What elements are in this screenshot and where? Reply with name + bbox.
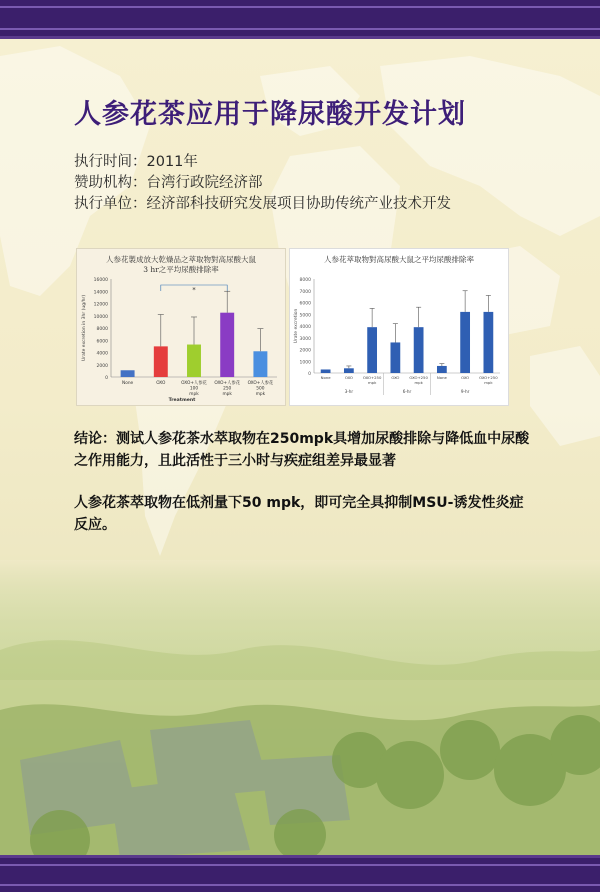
chart2-bar bbox=[437, 366, 447, 373]
chart2-category-label: OXO bbox=[391, 375, 400, 380]
chart1-category-label: mpk bbox=[255, 392, 266, 397]
top-band bbox=[0, 0, 600, 39]
conclusion-text: 结论：测试人参花茶水萃取物在250mpk具增加尿酸排除与降低血中尿酸之作用能力，且此活性于三小时与疾症组差异最显著 bbox=[74, 431, 530, 469]
chart1-ytick-label: 12000 bbox=[93, 302, 108, 308]
chart2-plot bbox=[290, 249, 508, 405]
chart2-bar bbox=[321, 369, 331, 373]
chart1-significance-marker: * bbox=[192, 286, 196, 294]
chart1-category-label: 100 bbox=[189, 386, 199, 392]
chart2-bar bbox=[483, 312, 493, 373]
chart2-ytick-label: 5000 bbox=[299, 313, 311, 319]
chart2-ytick-label: 3000 bbox=[299, 336, 311, 342]
chart1-ytick-label: 4000 bbox=[96, 351, 108, 357]
chart1-title: 人参花製成放大乾燥品之萃取物對高尿酸大鼠3 hr之平均尿酸排除率 bbox=[106, 255, 256, 274]
chart2-bar bbox=[460, 312, 470, 373]
chart2-ytick-label: 4000 bbox=[299, 325, 311, 330]
chart2-ytick-label: 6000 bbox=[299, 301, 311, 307]
chart2-ytick-label: 2000 bbox=[299, 348, 311, 354]
bottom-band bbox=[0, 855, 600, 892]
chart2-bar bbox=[390, 342, 400, 373]
chart2-bar bbox=[414, 327, 424, 373]
chart2-group-label: 3-hr bbox=[344, 389, 354, 394]
chart2-y-label: Urate excretion bbox=[294, 308, 299, 344]
chart1-category-label: 250 bbox=[223, 386, 232, 392]
chart2-category-label: mpk bbox=[414, 380, 423, 385]
sponsor: 赞助机构：台湾行政院经济部 bbox=[74, 175, 263, 191]
chart1-category-label: 500 bbox=[256, 386, 265, 392]
chart2-ytick-label: 0 bbox=[308, 372, 311, 377]
tea-plantation-landscape bbox=[0, 560, 600, 858]
chart2-group-label: 9-hr bbox=[460, 389, 470, 394]
chart1-x-label: Treatment bbox=[168, 398, 196, 403]
chart2-category-label: OXO+250 bbox=[479, 375, 498, 380]
executing-unit: 执行单位：经济部科技研究发展项目协助传统产业技术开发 bbox=[74, 196, 451, 212]
chart2-category-label: OXO+250 bbox=[362, 375, 382, 380]
chart1-ytick-label: 16000 bbox=[93, 278, 108, 283]
chart2-category-label: OXO bbox=[344, 375, 353, 380]
chart2-bar bbox=[344, 368, 354, 373]
note-text: 人参花茶萃取物在低剂量下50 mpk，即可完全具抑制MSU-诱发性炎症反应。 bbox=[74, 495, 524, 533]
chart1-ytick-label: 14000 bbox=[93, 290, 108, 296]
chart2-category-label: None bbox=[436, 375, 447, 380]
chart1-category-label: mpk bbox=[189, 392, 199, 397]
chart1-category-label: None bbox=[121, 381, 134, 386]
chart-dose-response bbox=[76, 248, 286, 406]
chart1-category-label: OXO+人参花 bbox=[214, 381, 241, 386]
chart1-category-label: OXO bbox=[156, 381, 166, 386]
chart2-title: 人参花萃取物對高尿酸大鼠之平均尿酸排除率 bbox=[324, 255, 474, 264]
chart2-ytick-label: 8000 bbox=[299, 278, 311, 283]
chart1-ytick-label: 8000 bbox=[96, 327, 108, 332]
chart-time-course bbox=[289, 248, 509, 406]
chart1-bar bbox=[154, 346, 168, 377]
project-info bbox=[74, 152, 451, 215]
page-title: 人参花茶应用于降尿酸开发计划 bbox=[74, 99, 466, 130]
chart1-ytick-label: 10000 bbox=[93, 314, 108, 320]
chart1-bar bbox=[253, 351, 267, 377]
chart2-ytick-label: 1000 bbox=[299, 360, 311, 366]
chart2-ytick-label: 7000 bbox=[299, 289, 311, 295]
chart1-bar bbox=[187, 345, 201, 377]
chart1-category-label: OXO+人参花 bbox=[247, 381, 274, 386]
chart1-category-label: OXO+人参花 bbox=[181, 381, 207, 386]
chart2-category-label: None bbox=[320, 375, 331, 380]
chart1-ytick-label: 0 bbox=[105, 376, 108, 381]
chart1-ytick-label: 6000 bbox=[96, 339, 108, 345]
chart2-category-label: OXO+250 bbox=[409, 375, 428, 380]
chart1-plot bbox=[77, 249, 285, 405]
chart2-group-label: 6-hr bbox=[402, 389, 412, 394]
chart2-bar bbox=[367, 327, 377, 373]
chart2-category-label: mpk bbox=[367, 380, 377, 385]
chart1-bar bbox=[220, 313, 234, 377]
chart1-category-label: mpk bbox=[222, 392, 232, 397]
chart1-ytick-label: 2000 bbox=[96, 363, 108, 369]
chart1-bar bbox=[121, 370, 135, 377]
chart1-y-label: Urate excretion in 3hr (ug/hr) bbox=[82, 294, 87, 362]
execution-time: 执行时间：2011年 bbox=[74, 154, 198, 170]
chart2-category-label: mpk bbox=[484, 380, 493, 385]
chart2-category-label: OXO bbox=[461, 375, 470, 380]
